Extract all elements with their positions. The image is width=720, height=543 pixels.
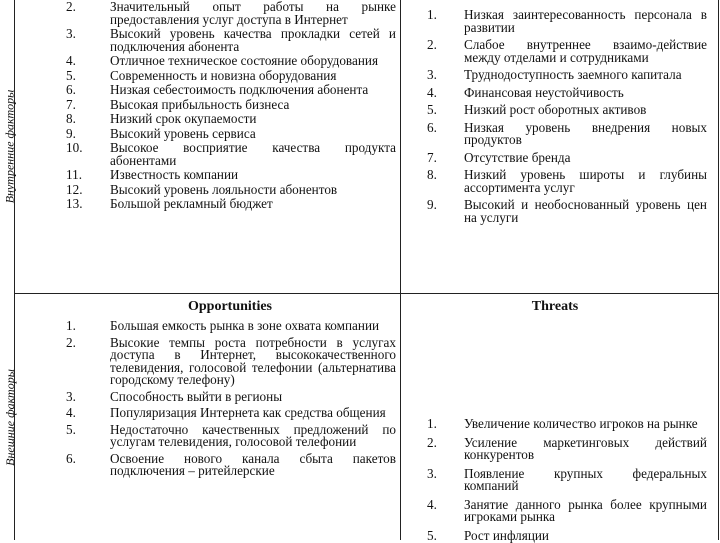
strength-item [66,55,396,68]
item-number: 5. [66,67,76,83]
item-text: Большой рекламный бюджет [110,196,273,211]
item-number: 5. [427,527,437,543]
weaknesse-item [427,39,707,64]
weaknesse-item [427,84,707,100]
item-text: Способность выйти в регионы [110,388,283,404]
item-number: 6. [66,450,76,466]
side-label-external: Внешние факторы [2,368,17,466]
strength-item [66,113,396,126]
item-number: 9. [427,197,437,212]
item-number: 1. [66,318,76,333]
threats-list [427,418,707,542]
item-number: 4. [427,496,437,512]
item-number: 3. [66,26,76,41]
strength-item [66,1,396,26]
item-text: Высокий уровень сервиса [110,125,256,141]
item-text: Большая емкость рынка в зоне охвата компании [110,318,380,333]
strength-item [66,84,396,97]
item-number: 8. [66,111,76,126]
strength-item [66,142,396,167]
weaknesses-list [427,9,707,224]
weaknesse-item [427,9,707,34]
item-number: 3. [66,388,76,404]
weaknesse-item [427,104,707,117]
item-text: Освоение нового канала сбыта пакетов подключения – ритейлерские [110,450,396,478]
item-text: Рост инфляции [464,527,549,543]
item-number: 5. [427,102,437,117]
item-text: Известность компании [110,167,239,182]
item-number: 1. [427,416,437,431]
strengths-list [66,1,396,211]
item-number: 13. [66,196,83,211]
item-number: 6. [427,119,437,135]
item-number: 2. [427,37,437,52]
opportunitie-item [66,450,396,478]
item-number: 2. [66,0,76,14]
item-number: 10. [66,140,83,155]
strength-item [66,125,396,141]
opportunitie-item [66,334,396,387]
item-number: 1. [427,7,437,22]
strength-item [66,198,396,211]
item-number: 4. [66,53,76,68]
strength-item [66,169,396,182]
item-number: 9. [66,125,76,141]
item-text: Появление крупных федеральных компаний [464,465,707,493]
weaknesse-item [427,119,707,147]
side-label-internal: Внутренние факторы [2,89,17,204]
strength-item [66,67,396,83]
weaknesse-item [427,149,707,165]
item-text: Отсутствие бренда [464,149,571,165]
item-number: 7. [427,149,437,165]
weaknesse-item [427,69,707,82]
threat-item [427,465,707,493]
table-border-divider [400,0,401,540]
table-row-divider [14,293,718,294]
table-border-right [718,0,719,540]
item-text: Высокое восприятие качества продукта абонентами [110,140,396,168]
opportunitie-item [66,320,396,333]
item-number: 3. [427,67,437,82]
item-number: 7. [66,96,76,112]
opportunitie-item [66,407,396,420]
item-text: Низкий рост оборотных активов [464,102,647,117]
item-text: Низкий срок окупаемости [110,111,257,126]
strength-item [66,181,396,197]
item-number: 2. [66,334,76,350]
item-text: Высокий уровень качества прокладки сетей и подключения абонента [110,26,396,54]
item-text: Отличное техническое состояние оборудования [110,53,379,68]
opportunitie-item [66,421,396,449]
opportunitie-item [66,388,396,404]
item-number: 4. [427,84,437,100]
item-text: Высокая прибыльность бизнеса [110,96,290,112]
item-text: Высокий и необоснованный уровень цен на услуги [464,197,707,225]
heading-threats: Threats [531,299,579,314]
item-number: 6. [66,82,76,97]
strength-item [66,96,396,112]
item-text: Низкая себестоимость подключения абонента [110,82,369,97]
item-text: Низкая заинтересованность персонала в развитии [464,7,707,35]
threat-item [427,418,707,431]
item-text: Недостаточно качественных предложений по услугам телевидения, голосовой телефонии [110,421,396,449]
item-text: Низкий уровень широты и глубины ассортимента услуг [464,167,707,195]
item-text: Высокие темпы роста потребности в услугах доступа в Интернет, высококачественного телевидения, голосовой телефонии (альтернатива городскому телефону) [110,334,396,387]
item-number: 4. [66,405,76,420]
item-number: 12. [66,181,83,197]
item-number: 2. [427,434,437,450]
item-text: Низкая уровень внедрения новых продуктов [464,119,707,147]
item-number: 5. [66,421,76,437]
item-text: Увеличение количество игроков на рынке [464,416,698,431]
item-text: Занятие данного рынка более крупными игроками рынка [464,496,707,524]
threat-item [427,527,707,543]
heading-opportunities: Opportunities [187,299,272,314]
item-text: Финансовая неустойчивость [464,84,624,100]
item-text: Слабое внутреннее взаимо-действие между отделами и сотрудниками [464,37,707,65]
strength-item [66,28,396,53]
item-number: 3. [427,465,437,481]
item-text: Современность и новизна оборудования [110,67,337,83]
item-number: 11. [66,167,82,182]
item-text: Труднодоступность заемного капитала [464,67,682,82]
weaknesse-item [427,169,707,194]
item-text: Высокий уровень лояльности абонентов [110,181,338,197]
opportunities-list [66,320,396,478]
item-text: Значительный опыт работы на рынке предоставления услуг доступа в Интернет [110,0,396,27]
item-text: Популяризация Интернета как средства общения [110,405,386,420]
item-number: 8. [427,167,437,182]
threat-item [427,496,707,524]
item-text: Усиление маркетинговых действий конкурентов [464,434,707,462]
threat-item [427,434,707,462]
weaknesse-item [427,199,707,224]
